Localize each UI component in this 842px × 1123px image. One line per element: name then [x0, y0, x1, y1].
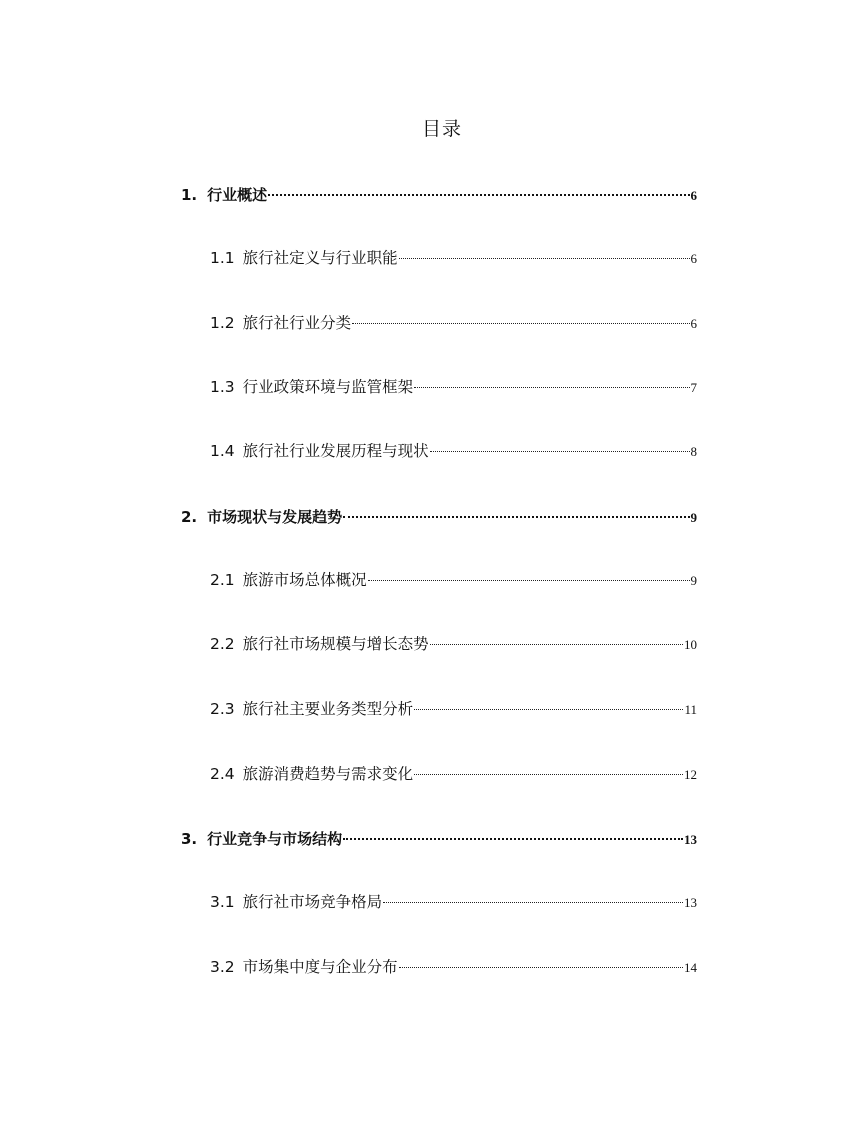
toc-entry-3[interactable] [181, 827, 697, 851]
toc-entry-3-2[interactable] [210, 955, 697, 979]
toc-entry-3-1[interactable] [210, 890, 697, 914]
toc-dot-leader [430, 451, 690, 452]
toc-dot-leader [399, 967, 683, 968]
toc-entry-number: 1.3 [210, 378, 235, 396]
toc-entry-number: 3.2 [210, 958, 235, 976]
toc-entry-label: 旅行社定义与行业职能 [242, 249, 398, 267]
toc-entry-2-3[interactable] [210, 697, 697, 721]
toc-entry-label: 旅游消费趋势与需求变化 [242, 765, 414, 783]
toc-entry-page: 6 [690, 188, 697, 203]
toc-entry-label: 旅行社行业分类 [242, 314, 352, 332]
toc-dot-leader [352, 323, 689, 324]
toc-entry-label: 行业政策环境与监管框架 [242, 378, 414, 396]
toc-entry-label: 旅行社主要业务类型分析 [242, 700, 414, 718]
toc-entry-2-2[interactable] [210, 632, 697, 656]
toc-entry-number: 2.4 [210, 765, 235, 783]
toc-dot-leader [383, 902, 683, 903]
toc-entry-number: 2.3 [210, 700, 235, 718]
toc-entry-page: 8 [690, 444, 697, 459]
toc-entry-page: 9 [690, 573, 697, 588]
toc-entry-page: 13 [684, 895, 697, 910]
toc-entry-number: 1.1 [210, 249, 235, 267]
toc-entry-1-4[interactable] [210, 439, 697, 463]
toc-entry-page: 11 [684, 702, 697, 717]
toc-entry-page: 10 [684, 637, 697, 652]
toc-dot-leader [414, 709, 683, 710]
toc-entry-page: 13 [684, 832, 697, 847]
toc-entry-label: 市场集中度与企业分布 [242, 958, 398, 976]
toc-entry-page: 12 [684, 767, 697, 782]
toc-entry-page: 6 [690, 251, 697, 266]
toc-entry-page: 6 [690, 316, 697, 331]
toc-entry-number: 3. [181, 830, 198, 848]
toc-dot-leader [368, 580, 690, 581]
toc-entry-label: 旅行社行业发展历程与现状 [242, 442, 429, 460]
toc-entry-number: 2. [181, 508, 198, 526]
toc-entry-label: 旅行社市场竞争格局 [242, 893, 383, 911]
toc-entry-label: 旅行社市场规模与增长态势 [242, 635, 429, 653]
toc-entry-number: 1.2 [210, 314, 235, 332]
toc-dot-leader [268, 194, 689, 196]
toc-entry-number: 1.4 [210, 442, 235, 460]
page-title: 目录 [421, 118, 462, 140]
toc-entry-1-3[interactable] [210, 375, 697, 399]
toc-entry-1[interactable] [181, 183, 697, 207]
toc-dot-leader [430, 644, 683, 645]
toc-dot-leader [414, 774, 683, 775]
toc-entry-page: 9 [690, 510, 697, 525]
toc-entry-number: 2.1 [210, 571, 235, 589]
toc-dot-leader [414, 387, 689, 388]
toc-dot-leader [343, 516, 689, 518]
toc-entry-page: 14 [684, 960, 697, 975]
toc-entry-1-1[interactable] [210, 246, 697, 270]
toc-entry-number: 3.1 [210, 893, 235, 911]
toc-entry-label: 行业竞争与市场结构 [207, 830, 343, 848]
toc-entry-number: 1. [181, 186, 198, 204]
toc-entry-number: 2.2 [210, 635, 235, 653]
toc-entry-label: 旅游市场总体概况 [242, 571, 367, 589]
toc-entry-2[interactable] [181, 505, 697, 529]
toc-entry-label: 行业概述 [207, 186, 268, 204]
toc-dot-leader [399, 258, 690, 259]
toc-dot-leader [343, 838, 683, 840]
toc-entry-2-4[interactable] [210, 762, 697, 786]
toc-entry-label: 市场现状与发展趋势 [207, 508, 343, 526]
toc-entry-2-1[interactable] [210, 568, 697, 592]
toc-entry-page: 7 [690, 380, 697, 395]
toc-entry-1-2[interactable] [210, 311, 697, 335]
